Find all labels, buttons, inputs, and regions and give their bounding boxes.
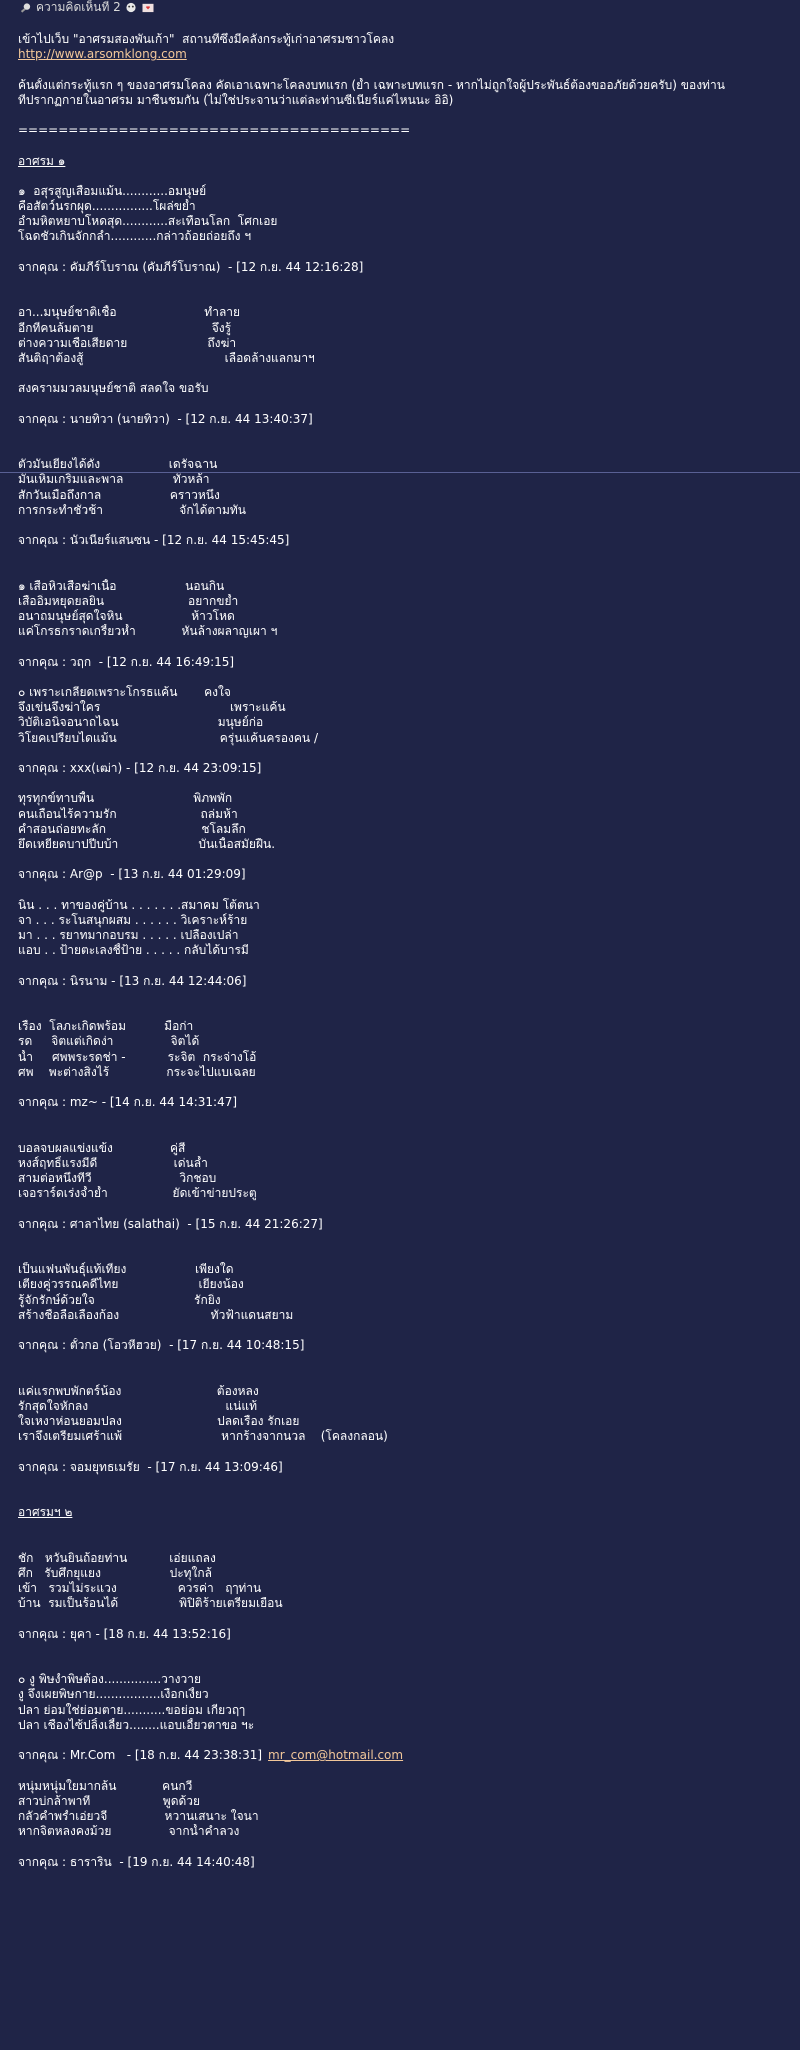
poem-line	[18, 1232, 793, 1247]
poem-line: สร้างชื่อลือเลื่องก้อง ทั่วฟ้าแดนสยาม	[18, 1307, 294, 1322]
comment-author-line: จากคุณ : คัมภีร์โบราณ (คัมภีร์โบราณ) - [12 ก.ย. 44 12:16:28]	[18, 259, 364, 274]
poem-line	[18, 1080, 793, 1095]
poem-line	[18, 883, 793, 898]
poem-line: อีกที่คนล้มตาย จึงรู้	[18, 320, 232, 335]
poem-line	[18, 245, 793, 260]
comment-author-line: จากคุณ : Ar@p - [13 ก.ย. 44 01:29:09]	[18, 867, 246, 882]
poem-line: ๑ เสือหิวเสือฆ่าเนื้อ นอนกิน	[18, 578, 225, 593]
poem-line: เจอราร์ดเร่งจ้ำย้ำ ยัดเข้าข่ายประตู	[18, 1186, 257, 1201]
poem-line	[18, 1323, 793, 1338]
site-link[interactable]: http://www.arsomklong.com	[18, 47, 187, 62]
comment-author-line: จากคุณ : นัวเนียร์แสนซน - [12 ก.ย. 44 15:45:45]	[18, 533, 290, 548]
poem-line	[18, 397, 793, 412]
comment-author-line: จากคุณ : ตั้วกอ (โอวหีฮวย) - [17 ก.ย. 44 10:48:15]	[18, 1338, 305, 1353]
poem-line: ๐ งู พิษงำพิษต้อง...............วางวาย	[18, 1672, 201, 1687]
poem-line: ที่ปรากฏกายในอาศรม มาชื่นชมกัน (ไม่ใช่ประจานว่าแต่ละท่านซีเนียร์แค่ไหนนะ อิอิ)	[18, 92, 454, 107]
poem-line: คนเถื่อนไร้ความรัก ถล่มห้า	[18, 806, 238, 821]
poem-line	[18, 1444, 793, 1459]
comment-author-line: จากคุณ : ยุคา - [18 ก.ย. 44 13:52:16]	[18, 1626, 231, 1641]
poem-line	[18, 1201, 793, 1216]
poem-line: น้ำ ศพพระรดช่า - ระจิต กระจ่างโอ้	[18, 1049, 257, 1064]
poem-line: งู จึงเผยพิษกาย.................เงือกเงี้ยว	[18, 1687, 209, 1702]
poem-line	[18, 1475, 793, 1490]
poem-line: ๑ อสุรสูญเสื่อมแม้น............อมนุษย์	[18, 183, 207, 198]
poem-line	[18, 1520, 793, 1535]
poem-line: เข้า รวมไม่ระแวง ควรค่า ฤๅท่าน	[18, 1581, 262, 1596]
poem-line	[18, 442, 793, 457]
comment-author-line: จากคุณ : จอมยุทธเมรัย - [17 ก.ย. 44 13:09:46]	[18, 1459, 283, 1474]
poem-line	[18, 1353, 793, 1368]
poem-line: สามต่อหนึ่งทีวี วิกชอบ	[18, 1171, 217, 1186]
site-link-line	[18, 47, 793, 62]
poem-line: ยึดเหยียดบาปปีบบ้า บั่นเนื้อสมัยฝืน.	[18, 836, 276, 851]
poem-line: วิโยคเปรียบไดแม้น ครุ่นแค้นครองคน /	[18, 730, 318, 745]
poem-line: คือสัตว์นรกผุด................โผล่ขย้ำ	[18, 199, 196, 214]
comment-author-line	[18, 1748, 793, 1763]
smiley-icon	[125, 2, 137, 13]
poem-line: ชัก หวั่นยินถ้อยท่าน เอ่ยแถลง	[18, 1550, 216, 1565]
poem-line	[18, 1839, 793, 1854]
poem-line	[18, 1490, 793, 1505]
comment-author-line: จากคุณ : xxx(เฒ่า) - [12 ก.ย. 44 23:09:15]	[18, 761, 262, 775]
poem-line	[18, 776, 793, 791]
poem-line	[18, 746, 793, 761]
poem-line: จึงเข่นจึงฆ่าใคร เพราะแค้น	[18, 700, 286, 715]
poem-line	[18, 1004, 793, 1019]
poem-line	[18, 1536, 793, 1551]
comment-author: จากคุณ : Mr.Com - [18 ก.ย. 44 23:38:31]	[18, 1748, 263, 1763]
section-heading: อาศรม ๑	[18, 153, 66, 168]
poem-line: วิบัติเอนิ่จอนาถไฉน มนุษย์ก่อ	[18, 715, 264, 730]
poem-line	[18, 1763, 793, 1778]
poem-line	[18, 1247, 793, 1262]
poem-line	[18, 1612, 793, 1627]
poem-line	[18, 958, 793, 973]
poem-line: หนุ่มหนุ่มใยมากล้น คนกวี	[18, 1778, 193, 1793]
comment-body	[18, 32, 793, 1870]
poem-line: อนาถมนุษย์สุดใจหิน ห้าวโหด	[18, 609, 235, 624]
poem-line: ค้นตั้งแต่กระทู้แรก ๆ ของอาศรมโคลง คัดเอาเฉพาะโคลงบทแรก (ย้ำ เฉพาะบทแรก - หากไม่ถูกใจผู้ประพันธ์ต้องขออภัยด้วยครับ) ของท่าน	[18, 77, 725, 92]
poem-line: อา...มนุษย์ชาติเชื้อ ทำลาย	[18, 305, 241, 320]
poem-line: เรื่อง โลภะเกิดพร้อม มือก่า	[18, 1019, 194, 1034]
poem-line: มันเหิมเกริมและพาล ทั่วหล้า	[18, 472, 210, 487]
poem-line: ๐ เพราะเกลียดเพราะโกรธแค้น คงใจ	[18, 685, 231, 700]
poem-line	[18, 548, 793, 563]
poem-line	[18, 564, 793, 579]
poem-line	[18, 1642, 793, 1657]
poem-line	[18, 290, 793, 305]
comment-author-line: จากคุณ : ศาลาไทย (salathai) - [15 ก.ย. 44 21:26:27]	[18, 1216, 323, 1231]
poem-line: ใจเหงาห่อนยอมปลง ปลดเรื่อง รักเอย	[18, 1414, 300, 1429]
poem-line: นิน . . . ทาของคู่บ้าน . . . . . . .สมาคม โต้ตนา	[18, 897, 260, 912]
poem-line: บ้าน รมเป็นร้อนได้ พิปิติร้ายเตรียมเยือน	[18, 1596, 283, 1611]
poem-line	[18, 108, 793, 123]
poem-line: ปลา เชื่องไซ้ปลิ้งเลี้ยว........แอบเอี้ยวตาขอ ฯะ	[18, 1717, 255, 1732]
poem-line: ปลา ย่อมใช่ย่อมตาย...........ขอย่อม เกี่ยวฤๅ	[18, 1702, 245, 1717]
love-letter-icon	[141, 2, 155, 13]
poem-line: การกระทำชั่วช้า จักได้ตามทัน	[18, 502, 246, 517]
poem-line: สาวบ่กล้าพาที พูดด้วย	[18, 1793, 201, 1808]
poem-line: เสืออิ่มหยุดยลยิน อยากขย้ำ	[18, 593, 239, 608]
poem-line	[18, 366, 793, 381]
poem-line: เราจึงเตรียมเศร้าแพ้ หากร้างจากนวล (โคลงกลอน)	[18, 1429, 388, 1444]
poem-line	[18, 1110, 793, 1125]
author-email-link[interactable]: mr_com@hotmail.com	[268, 1748, 404, 1763]
comment-author-line: จากคุณ : วฤก - [12 ก.ย. 44 16:49:15]	[18, 654, 235, 669]
poem-line: กลัวคำพร่ำเอ่ยวจี หวานเสนาะ ใจนา	[18, 1808, 259, 1823]
poem-line: อำมหิตหยาบโหดสุด............สะเทือนโลก โศกเอย	[18, 214, 278, 229]
poem-line	[18, 670, 793, 685]
poem-line: สงครามมวลมนุษย์ชาติ สลดใจ ขอรับ	[18, 381, 209, 396]
poem-line	[18, 1657, 793, 1672]
poem-line: มา . . . รยาทมากอบรม . . . . . เปลืองเปล่า	[18, 928, 239, 943]
search-icon	[20, 2, 32, 13]
poem-line: รักสุดใจหักลง แน่แท้	[18, 1398, 258, 1413]
poem-line: หงส์ฤทธิ์แรงมีดี เด่นล้ำ	[18, 1155, 208, 1170]
poem-line: ต่างความเชื่อเสียดาย ถึงฆ่า	[18, 335, 237, 350]
poem-line	[18, 138, 793, 153]
poem-line: ทุรทุกข์ทาบพื้น พิภพพัก	[18, 791, 233, 806]
poem-line	[18, 1733, 793, 1748]
comment-number: ความคิดเห็นที่ 2	[36, 0, 121, 14]
poem-line: บอลจบผลแข่งแข้ง คู่สี	[18, 1140, 186, 1155]
poem-line: รด จิตแต่เกิดง่า จิตได้	[18, 1034, 200, 1049]
poem-line	[18, 62, 793, 77]
poem-line: สักวันเมื่อถึงกาล คราวหนึ่ง	[18, 487, 220, 502]
poem-line	[18, 1126, 793, 1141]
poem-line	[18, 852, 793, 867]
comment-author-line: จากคุณ : ธาราริน - [19 ก.ย. 44 14:40:48]	[18, 1854, 255, 1869]
poem-line: แอบ . . ป้ายตะเลงชี้ป้าย . . . . . กลับได้บารมี	[18, 943, 249, 958]
poem-line: จา . . . ระโนสนุกผสม . . . . . . วิเคราะห์ร้าย	[18, 912, 248, 927]
poem-line: ศพ พะต่างสิ่งไร้ กระจะไปแบเฉลย	[18, 1064, 256, 1079]
comment-header	[0, 0, 155, 14]
poem-line: เป็นแฟนพันธุ์แท้เที่ยง เพียงใด	[18, 1262, 234, 1277]
poem-line: รู้จักรักษ์ด้วยใจ รักยิ่ง	[18, 1292, 221, 1307]
poem-line	[18, 640, 793, 655]
poem-line: ตัวมันเยี่ยงได้ดั่ง เดรัจฉาน	[18, 457, 218, 472]
poem-line	[18, 427, 793, 442]
poem-line: โฉดชั่วเกินจักกล่ำ............กล่าวถ้อยถ่อยถึง ฯ	[18, 229, 252, 244]
poem-line: เตียงคู่วรรณคดีไทย เยี่ยงน้อง	[18, 1277, 244, 1292]
comment-author-line: จากคุณ : นิรนาม - [13 ก.ย. 44 12:44:06]	[18, 973, 247, 988]
poem-line: =======================================	[18, 123, 411, 138]
poem-line: แค่โกรธกราดเกรี้ยวห้ำ หั่นล้างผลาญเผา ฯ	[18, 624, 278, 639]
poem-line: เข้าไปเว็บ "อาศรมสองพันเก้า" สถานที่ซึ่งมีคลังกระทู้เก่าอาศรมชาวโคลง	[18, 32, 395, 46]
poem-line: คำสอนถ่อยทะลัก ชโลมลึก	[18, 821, 246, 836]
comment-author-line: จากคุณ : นายทิวา (นายทิวา) - [12 ก.ย. 44 13:40:37]	[18, 411, 313, 426]
poem-line: ศึก รับศึกยุแยง ปะทุใกล้	[18, 1565, 213, 1580]
poem-line: แค่แรกพบพักตร์น้อง ต้องหลง	[18, 1383, 259, 1398]
poem-line	[18, 518, 793, 533]
poem-line: สันติฤาต้องสู้ เลือดล้างแลกมาฯ	[18, 350, 315, 365]
poem-line	[18, 169, 793, 184]
comment-author-line: จากคุณ : mz~ - [14 ก.ย. 44 14:31:47]	[18, 1095, 238, 1110]
poem-line	[18, 275, 793, 290]
poem-line	[18, 989, 793, 1004]
poem-line: หากจิตหลงคงม้วย จากน้ำคำลวง	[18, 1824, 240, 1839]
section-heading: อาศรมฯ ๒	[18, 1505, 73, 1520]
poem-line	[18, 1369, 793, 1384]
